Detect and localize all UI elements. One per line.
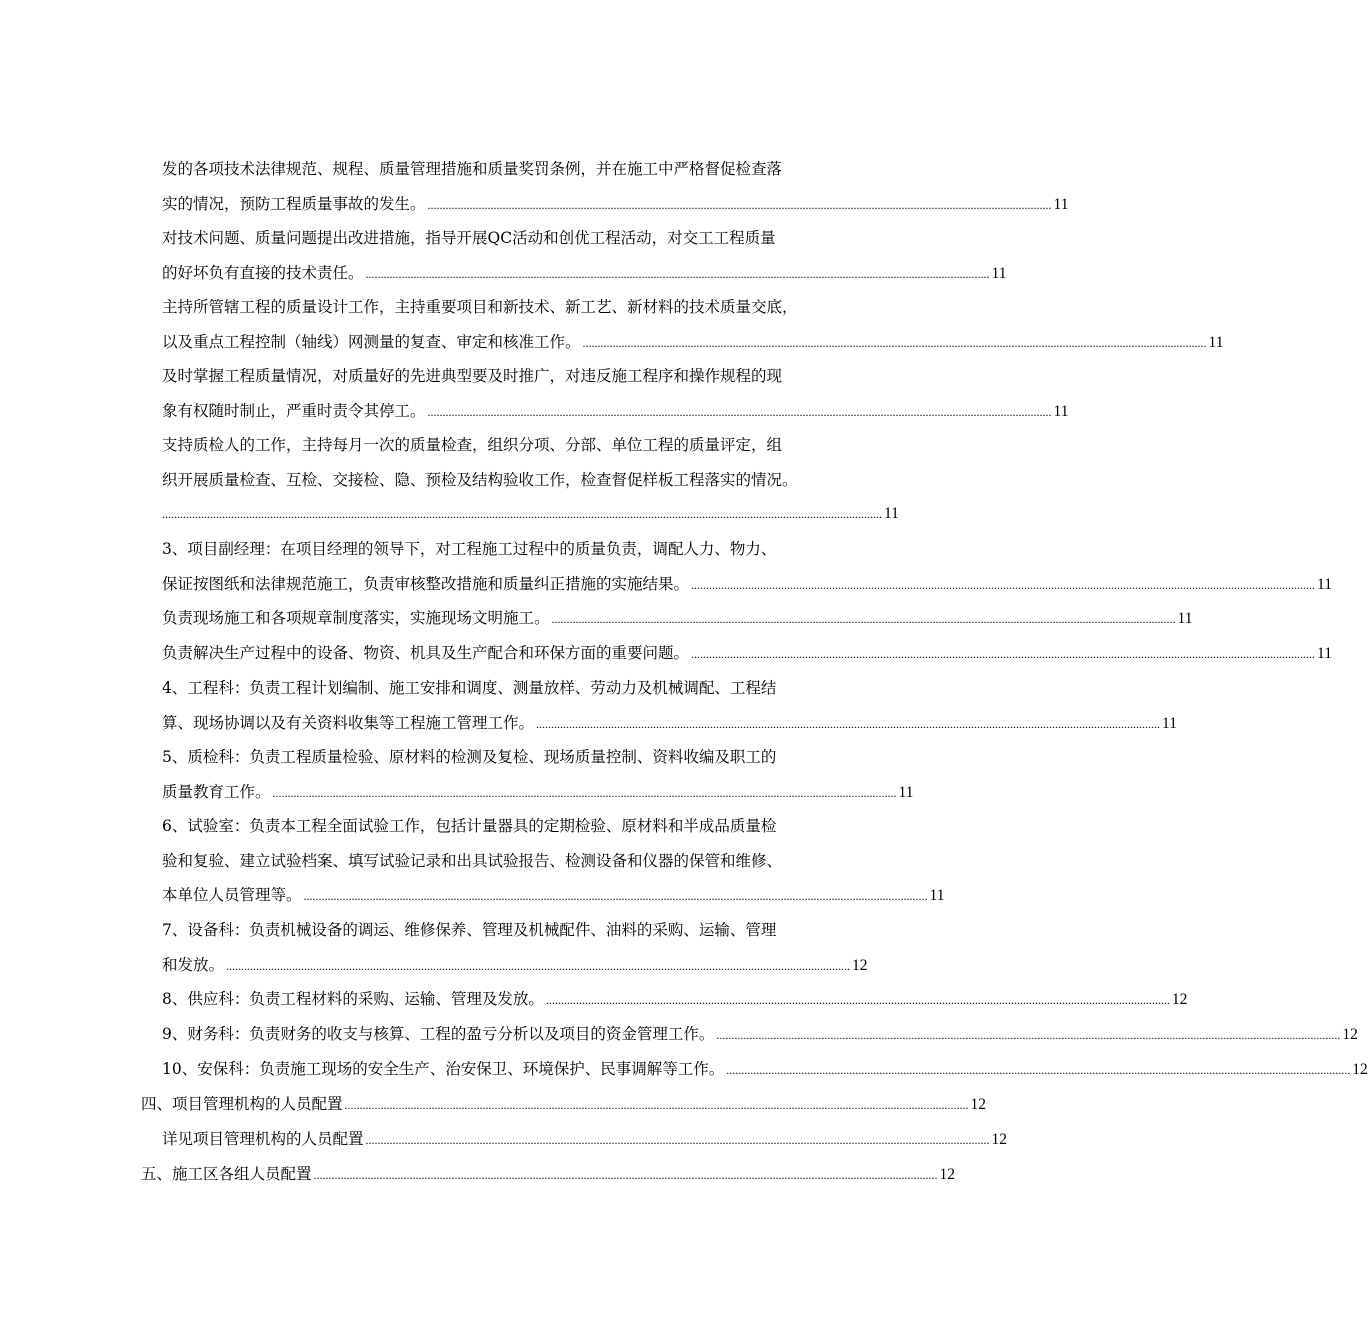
toc-entry	[162, 290, 1224, 359]
toc-entry	[162, 601, 1193, 636]
toc-entry	[162, 152, 1069, 221]
toc-entry-text: 质量教育工作。	[162, 782, 271, 801]
toc-entry-line: 6、试验室：负责本工程全面试验工作，包括计量器具的定期检验、原材料和半成品质量检	[162, 817, 777, 835]
toc-entry	[162, 1017, 1358, 1052]
page-number: 11	[1317, 645, 1332, 662]
toc-entry	[162, 221, 1007, 290]
toc-entry-last-line	[162, 1052, 1368, 1087]
dot-leader: ................................................................................................................................................................................................................	[303, 889, 928, 904]
dot-leader: ................................................................................................................................................................................................................	[582, 335, 1207, 350]
toc-entry-line: 及时掌握工程质量情况，对质量好的先进典型要及时推广，对违反施工程序和操作规程的现	[162, 367, 783, 385]
toc-entry-line: 主持所管辖工程的质量设计工作，主持重要项目和新技术、新工艺、新材料的技术质量交底，	[162, 298, 798, 316]
toc-section-entry	[141, 1087, 987, 1122]
toc-entry-last-line	[162, 636, 1332, 671]
toc-entry-text: 保证按图纸和法律规范施工，负责审核整改措施和质量纠正措施的实施结果。	[162, 574, 690, 593]
toc-entry-last-line	[162, 325, 1224, 360]
toc-entry	[162, 1052, 1368, 1087]
dot-leader: ................................................................................................................................................................................................................	[545, 993, 1170, 1007]
dot-leader: ................................................................................................................................................................................................................	[691, 577, 1316, 592]
page-number: 12	[1342, 1026, 1358, 1043]
page-number: 11	[1208, 333, 1224, 351]
toc-entry	[162, 982, 1188, 1017]
dot-leader: ................................................................................................................................................................................................................	[365, 1133, 990, 1147]
toc-entry-last-line	[141, 1157, 956, 1192]
toc-entry-text: 10、安保科：负责施工现场的安全生产、治安保卫、环境保护、民事调解等工作。	[162, 1060, 725, 1078]
toc-entry-line: 对技术问题、质量问题提出改进措施，指导开展QC活动和创优工程活动，对交工工程质量	[162, 229, 776, 247]
toc-entry-last-line	[162, 256, 1007, 291]
toc-entry-text: 负责解决生产过程中的设备、物资、机具及生产配合和环保方面的重要问题。	[162, 644, 690, 662]
toc-entry-text: 实的情况，预防工程质量事故的发生。	[162, 194, 426, 213]
toc-entry-text: 9、财务科：负责财务的收支与核算、工程的盈亏分析以及项目的资金管理工作。	[162, 1025, 715, 1043]
toc-section-title: 五、施工区各组人员配置	[141, 1165, 312, 1183]
toc-entry-text: 详见项目管理机构的人员配置	[162, 1130, 364, 1148]
toc-entry-line: 7、设备科：负责机械设备的调运、维修保养、管理及机械配件、油料的采购、运输、管理	[162, 921, 777, 939]
page-number: 11	[1177, 610, 1193, 627]
dot-leader: ................................................................................................................................................................................................................	[716, 1028, 1341, 1042]
dot-leader: ................................................................................................................................................................................................................	[365, 266, 990, 281]
toc-entry-last-line	[162, 601, 1193, 636]
page-number: 11	[1053, 195, 1069, 213]
toc-entry-last-line	[162, 948, 868, 983]
toc-entry	[162, 671, 1177, 740]
toc-entry-last-line	[162, 567, 1332, 602]
toc-entry-line: 3、项目副经理：在项目经理的领导下，对工程施工过程中的质量负责，调配人力、物力、	[162, 540, 777, 558]
toc-entry-last-line	[162, 706, 1177, 741]
toc-section-title: 四、项目管理机构的人员配置	[141, 1095, 343, 1113]
page-number: 11	[991, 264, 1007, 282]
toc-entry-text: 8、供应科：负责工程材料的采购、运输、管理及发放。	[162, 990, 544, 1008]
toc-entry-line: 4、工程科：负责工程计划编制、施工安排和调度、测量放样、劳动力及机械调配、工程结	[162, 679, 777, 697]
toc-entry-last-line	[162, 394, 1069, 429]
toc-entry	[162, 428, 899, 532]
toc-entry-line: 验和复验、建立试验档案、填写试验记录和出具试验报告、检测设备和仪器的保管和维修、	[162, 851, 783, 870]
toc-entry	[162, 359, 1069, 428]
dot-leader: ................................................................................................................................................................................................................................................	[162, 507, 882, 522]
page-number: 11	[1162, 714, 1177, 732]
toc-section-entry	[141, 1157, 956, 1192]
dot-leader: ................................................................................................................................................................................................................	[691, 647, 1316, 661]
page-number: 12	[852, 956, 868, 974]
page-number: 12	[939, 1166, 956, 1183]
toc-entry-last-line	[141, 1087, 987, 1122]
toc-entry-last-line	[162, 187, 1069, 222]
toc-entry-last-line	[162, 982, 1188, 1017]
dot-leader: ................................................................................................................................................................................................................	[536, 716, 1161, 731]
toc-entry-text: 和发放。	[162, 955, 225, 974]
page-number: 11	[929, 887, 945, 905]
toc-entry-last-line	[162, 775, 914, 810]
toc-entry-line: 支持质检人的工作，主持每月一次的质量检查，组织分项、分部、单位工程的质量评定，组	[162, 436, 783, 454]
toc-entry-line: 织开展质量检查、互检、交接检、隐、预检及结构验收工作，检查督促样板工程落实的情况。	[162, 470, 798, 489]
page-number: 11	[898, 783, 914, 801]
toc-entry-last-line	[162, 497, 899, 532]
page-number: 11	[1053, 402, 1069, 420]
dot-leader: ................................................................................................................................................................................................................	[427, 404, 1052, 419]
dot-leader: ................................................................................................................................................................................................................	[344, 1098, 969, 1112]
toc-entry-text: 的好坏负有直接的技术责任。	[162, 263, 364, 282]
toc-entry	[162, 636, 1332, 671]
dot-leader: ................................................................................................................................................................................................................	[272, 785, 897, 800]
toc-entry	[162, 532, 1332, 601]
toc-entry-last-line	[162, 1122, 1008, 1157]
page-number: 12	[970, 1096, 987, 1113]
toc-entry-last-line	[162, 1017, 1358, 1052]
toc-entry-text: 象有权随时制止，严重时责令其停工。	[162, 401, 426, 420]
dot-leader: ................................................................................................................................................................................................................	[313, 1168, 938, 1182]
toc-entry-text: 算、现场协调以及有关资料收集等工程施工管理工作。	[162, 713, 535, 732]
toc-entry-line: 发的各项技术法律规范、规程、质量管理措施和质量奖罚条例，并在施工中严格督促检查落	[162, 160, 783, 178]
dot-leader: ................................................................................................................................................................................................................	[551, 612, 1176, 626]
page-number: 12	[1352, 1061, 1368, 1078]
toc-entry	[162, 740, 914, 809]
toc-entry-text: 负责现场施工和各项规章制度落实，实施现场文明施工。	[162, 609, 550, 627]
toc-entry	[162, 1122, 1008, 1157]
toc-entry-text: 本单位人员管理等。	[162, 886, 302, 905]
page-number: 12	[991, 1131, 1008, 1148]
toc-entry-last-line	[162, 878, 945, 913]
dot-leader: ................................................................................................................................................................................................................	[226, 958, 851, 973]
dot-leader: ................................................................................................................................................................................................................	[427, 197, 1052, 212]
page-number: 11	[884, 505, 899, 523]
toc-entry-text: 以及重点工程控制（轴线）网测量的复查、审定和核准工作。	[162, 332, 581, 351]
page-number: 11	[1317, 575, 1332, 593]
dot-leader: ................................................................................................................................................................................................................	[726, 1063, 1351, 1077]
toc-entry	[162, 913, 868, 982]
toc-entry	[162, 809, 945, 913]
page-number: 12	[1171, 991, 1188, 1008]
toc-entry-line: 5、质检科：负责工程质量检验、原材料的检测及复检、现场质量控制、资料收编及职工的	[162, 748, 777, 766]
